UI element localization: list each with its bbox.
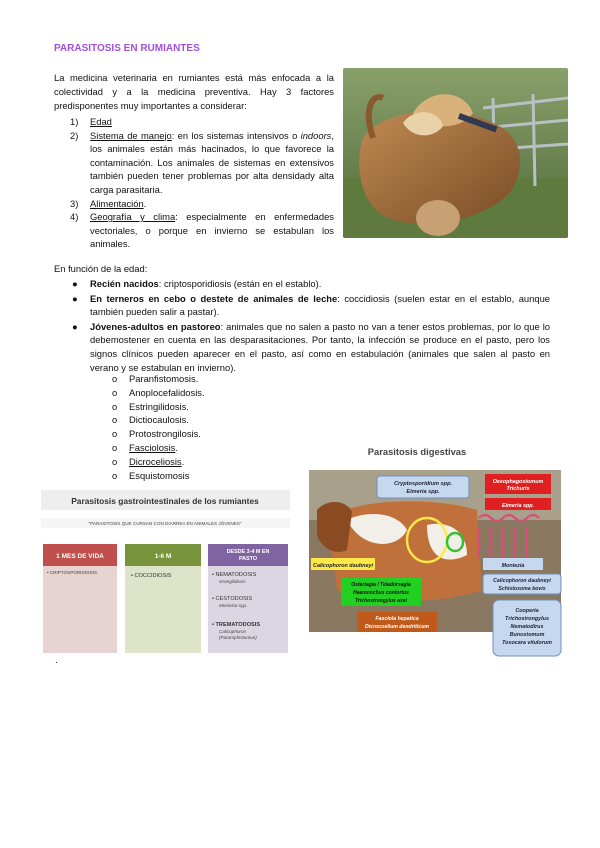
label-eimeria-2: Eimeria spp. [501,503,535,509]
table-item: • TREMATODOSIS [212,622,261,628]
table-item: • NEMATODOSIS [212,572,257,578]
page-title: PARASITOSIS EN RUMIANTES [54,43,200,54]
factor-label: Alimentación [90,197,144,209]
label-crypto: Cryptosporidium spp. [393,481,453,487]
factor-text-italic: indoors [300,129,332,141]
gastrointestinal-table [41,490,290,655]
age-list-item [70,277,550,291]
factor-text: : en los sistemas intensivos o [171,129,301,141]
calf-photo [343,68,568,238]
sublist-text: Protostrongilosis. [129,428,201,440]
age-group-text: : coccidiosis (suelen estar en el establo, aunque también pueden salir a pastar). [90,292,550,318]
age-list-item [70,292,550,319]
sublist-item [112,413,205,427]
sublist-text: Fasciolosis [129,441,176,453]
circle-bullet-icon: o [112,373,118,384]
circle-bullet-icon: o [112,386,118,398]
label-trichuris: Trichuris [506,486,530,492]
digestive-parasitosis-figure [307,440,565,658]
sublist-text: Paranfistomosis. [129,373,199,384]
parasitosis-sublist [112,372,205,482]
intro-paragraph: La medicina veterinaria en rumiantes está más enfocada a la colectividad y a la medicina preventiva. Hay 3 factores predisponentes muy importantes a considerar: [54,72,334,111]
factor-text: : especialmente en enfermedades vectoriales, o porque en invierno se estabulan los animales. [90,211,334,250]
factor-label: Geografía y clima [90,211,176,223]
sublist-item [112,400,205,414]
table-subtitle: "PARASITOSIS QUE CURSAN CON DIARREA EN ANIMALES JÓVENES" [88,521,242,526]
factor-label: Edad [90,116,112,127]
age-list [70,277,550,375]
sublist-text: Estringilidosis. [129,400,189,412]
sublist-item [112,386,205,400]
circle-bullet-icon: o [112,428,118,440]
age-group-text: : animales que no salen a pasto no van a tener estos problemas, por lo que lo debemostener en cuenta en las desparasitaciones. Por tanto, la infección se produce en el pasto, pero los signos clínicos pueden aparecer en el pasto, así como en estabulación (animales que salen al pasto en verano y se estabulan en invierno). [90,320,550,373]
factor-number: 3) [70,197,79,209]
sublist-item [112,469,205,483]
label-moniezia: Moniezia [501,563,525,569]
factor-number: 4) [70,211,79,223]
sublist-text: Esquistomosis [129,469,190,481]
sublist-item [112,427,205,441]
bullet-icon: ● [72,320,78,332]
factor-item [70,115,334,129]
table-item: • COCCIDIOSIS [131,573,172,579]
circle-bullet-icon: o [112,441,118,453]
factor-item [70,129,334,197]
table-item: • CESTODOSIS [212,596,253,602]
age-list-item [70,320,550,374]
sublist-item: o Dicroceliosis. [112,455,185,467]
sublist-text: Dictiocaulosis. [129,414,189,426]
column-header: 1 MES DE VIDA [56,553,104,560]
circle-bullet-icon: o [112,455,118,467]
factor-label: Sistema de manejo [90,129,172,141]
label-schistosoma: Schistosoma bovis [498,586,546,592]
figure-title: Parasitosis digestivas [367,446,467,457]
bullet-icon: ● [72,278,78,289]
circle-bullet-icon: o [112,469,118,481]
sublist-item: o Fasciolosis. [112,441,178,453]
factor-item [70,197,334,211]
factor-number: 2) [70,129,79,141]
label-dicrocoelium: Dicrocoelium dendriticum [365,624,429,630]
sublist-text: Dicroceliosis [129,455,182,467]
age-group-label: En terneros en cebo o destete de animales de leche [90,292,338,304]
factor-list [70,115,334,251]
label-trichostrongylus: Trichostrongylus axei [355,598,407,604]
label-bunostomum: Bunostomum [509,632,545,638]
sublist-item [112,372,205,386]
factor-text: , los animales están más hacinados, lo que favorece la contaminación. Los animales de sistemas en extensivos también pueden tener problemas por alta densidady alta carga parasitaria. [90,129,334,195]
label-cooperia: Cooperia [515,608,539,614]
bullet-icon: ● [72,292,78,304]
column-header: DESDE 3-4 M EN PASTO [226,549,270,562]
age-group-label: Jóvenes-adultos en pastoreo [90,320,221,332]
factor-item [70,210,334,251]
label-nematodirus: Nematodirus [510,624,544,630]
age-section-title: En función de la edad: [54,263,148,274]
sublist-text: Anoplocefalidosis. [129,386,205,398]
factor-number: 1) [70,116,79,127]
trailing-dot: . [55,655,58,666]
table-item: • CRIPTOSPORIDIOSIS [47,570,98,575]
column-header: 1-6 M [154,553,172,560]
column-header-bg [208,544,288,566]
circle-bullet-icon: o [112,414,118,426]
label-haemonchus: Haemonchus contortus [353,590,409,596]
label-calicophoron: Calicophoron daubneyi [313,563,373,569]
label-toxocara: Toxocara vitulorum [502,640,552,646]
factor-text: . [143,197,147,209]
age-group-text: : criptosporidiosis (están en el establo). [158,278,322,289]
label-ostertagia: Ostertagia / Teladorsagia [351,582,411,588]
circle-bullet-icon: o [112,400,118,412]
table-subitem: Calicophoron (Paramphistomun) [219,629,257,640]
label-fasciola: Fasciola hepatica [375,616,419,622]
table-subitem: Moniezia spp. [219,603,248,608]
table-title: Parasitosis gastrointestinales de los rumiantes [71,496,259,506]
label-calicophoron-2: Calicophoron daubneyi [493,578,551,584]
label-oesophagostomum: Oesophagostomum [492,479,544,485]
label-eimeria: Eimeria spp. [406,489,440,495]
label-trichostrongylus-2: Trichostrongylus [505,616,549,622]
table-subitem: strongilidosis [219,579,246,584]
age-group-label: Recién nacidos [90,278,159,289]
